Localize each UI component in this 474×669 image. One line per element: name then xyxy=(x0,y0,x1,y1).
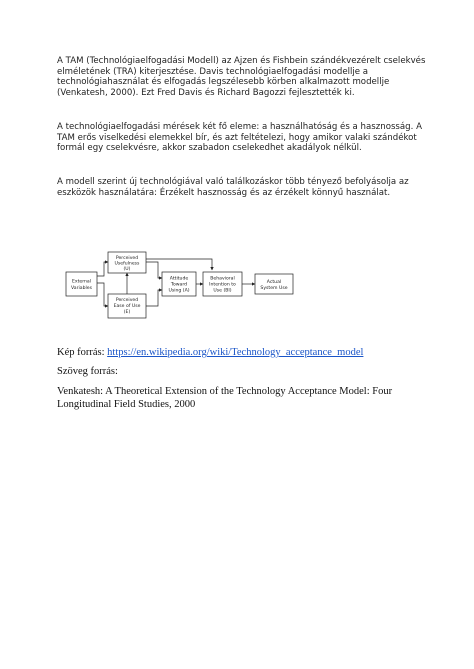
arrow-external-usefulness xyxy=(97,262,108,276)
ease-label-2: Ease of Use xyxy=(113,304,141,309)
usefulness-label-2: Usefulness xyxy=(114,261,140,267)
tam-diagram xyxy=(64,250,304,326)
model-paragraph: A modell szerint új technológiával való találkozáskor több tényező befolyásolja az eszközök használatára: Érzékelt hasznosság és az érzékelt könnyű használat. xyxy=(57,177,409,198)
external-label-2: Variables xyxy=(71,286,92,291)
usefulness-label-3: (U) xyxy=(123,267,131,272)
intention-label-2: Intention to xyxy=(209,282,236,288)
arrow-external-ease xyxy=(97,283,108,306)
arrow-ease-attitude xyxy=(146,290,162,306)
measures-paragraph: A technológiaelfogadási mérések két fő eleme: a használhatóság és a hasznosság. A TAM erős viselkedési elemekkel bír, és azt feltételezi, hogy amikor valaki szándékot formál egy cselekvésre, akkor szabadon cselekedhet akadályok nélkül. xyxy=(57,122,422,154)
image-source-link[interactable]: https://en.wikipedia.org/wiki/Technology_acceptance_model xyxy=(107,347,364,358)
ease-label-3: (E) xyxy=(123,310,131,315)
attitude-label-2: Toward xyxy=(170,282,188,288)
attitude-label-1: Attitude xyxy=(169,276,189,282)
image-source-label: Kép forrás: xyxy=(57,347,105,358)
attitude-label-3: Using (A) xyxy=(168,288,190,294)
intro-paragraph: A TAM (Technológiaelfogadási Modell) az Ajzen és Fishbein szándékvezérelt cselekvés elméletének (TRA) kiterjesztése. Davis technológiaelfogadási modellje a technológiahasználat és elfogadás legszélesebb körben alkalmazott modellje (Venkatesh, 2000). Ezt Fred Davis és Richard Bagozzi fejlesztették ki. xyxy=(57,56,426,98)
image-source-line xyxy=(57,346,437,359)
arrow-usefulness-intention xyxy=(146,259,212,270)
external-label-1: External xyxy=(71,279,92,285)
arrow-usefulness-attitude xyxy=(146,262,162,278)
actual-label-1: Actual xyxy=(266,280,282,285)
ease-label-1: Perceived xyxy=(115,298,139,303)
text-source-citation: Venkatesh: A Theoretical Extension of the Technology Acceptance Model: Four Longitudinal Field Studies, 2000 xyxy=(57,386,393,410)
actual-label-2: System Use xyxy=(260,286,288,291)
intention-label-1: Behavioral xyxy=(210,276,235,282)
usefulness-label-1: Perceived xyxy=(115,256,139,261)
text-source-label: Szöveg forrás: xyxy=(57,366,118,377)
intention-label-3: Use (BI) xyxy=(213,288,232,294)
